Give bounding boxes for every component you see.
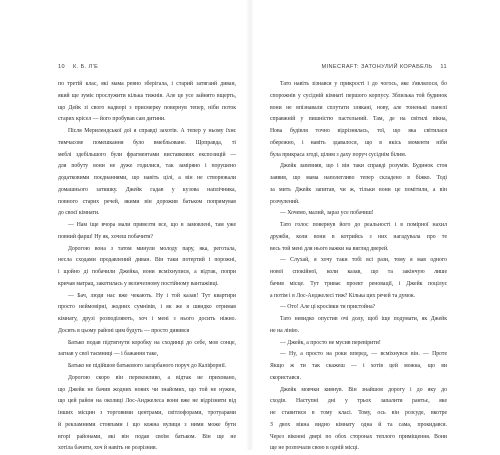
left-page-text-line: Після Мерилендської дої я справді захотів. А тепер у ньому їхнє [68, 128, 236, 134]
left-page-text [58, 79, 236, 455]
right-page-text-line: Тато голос повернув його до реальності і в помірної нахил [280, 222, 447, 228]
left-running-head [58, 64, 104, 70]
right-page-text-line: розчулений. [270, 198, 300, 205]
right-page-text-line: Тато навіть зізнався у прикрості і до чогось, яке з'являлося, бо [280, 81, 447, 87]
left-page-text-line: інших місцин з торговими центрами, світлофорами, тротуарами [58, 410, 236, 416]
right-page-text-line: заявив, що мама наполегливо тепер складено в біжко. Тоді [270, 175, 447, 181]
right-running-head [321, 64, 447, 70]
left-page-number: 10 [58, 64, 66, 70]
left-page-text-line: домашнього затишку. Джейк гадав у кузова наплічника, [58, 186, 236, 193]
left-page-text-line: повного старих речей, якими він дорожив батьком попрямував [58, 198, 236, 205]
left-page-text-line: по третій клас, які мама ревно зберігала, і старий затягаий диван, [58, 81, 236, 87]
right-page-text-line: Нова будівля точно відрізнялась, тої, що яка світилася [270, 128, 447, 134]
right-page-text-line: Тато невидко опустив очі долу, щоб іще подумати, як Джейк [280, 316, 447, 322]
right-page-text-line: не ставитися в тому класі. Тому, ось він розсуде, вкотре [270, 410, 447, 416]
left-page-text-line: і щойно ді побачили Джейка, вони всміхнулися, а відтак, попри [58, 269, 236, 275]
left-page-text-line: що Дейк зі свого надворі з присмерку повернув тепер, ніби поток [58, 104, 236, 111]
left-page-text-line: що цей район на околиці Лос-Анджелеса вони вже не відрізнити від [58, 398, 236, 405]
left-page-text-line: кімнату, друзі розподіляють, хоч і мені з нього досить ніжно. [58, 316, 236, 322]
left-page-text-line: Батько подав підтягнути коробку на сходинці до себе, мов сонце, [68, 339, 236, 346]
right-page-text-line: — Хочемо, малий, зараз усе побачиш! [280, 210, 374, 217]
left-page-text-line: для побуту вони не дуже годилися, так заміряно і порушено [58, 163, 236, 170]
left-page-text-line: до своєї кімнати. [58, 210, 100, 217]
left-page-text-line: Батько не підійшов батькового загарбаного поруч до Каліфорнії. [68, 363, 227, 369]
left-page-text-line: Досить в цьому районі цим будуть — просто дивився [58, 327, 190, 334]
left-page-text-line: Дорогою вона з татом минули молоду пару, яка, реготала, [68, 245, 236, 252]
right-page-text-line: спорожнів у сусідній кімнаті першого корпусу. Зблизька той будинок [270, 92, 447, 99]
right-page-text-line: — Слухай, я хочу таки тобі всі рази, тому я мав одного [280, 257, 447, 264]
right-page [250, 0, 500, 450]
right-page-text-line: нової спокійної, коли казав, що та закінчую лише [270, 269, 447, 275]
right-page-text-line: обережно, і навіть здавалося, що в якісь моменти ніби [270, 139, 447, 146]
right-page-text-line: не на лінію. [270, 327, 300, 334]
right-page-text-line: — Ну, а просто на роки вперед, — всміхнувся він. — Проте [280, 351, 447, 358]
left-page-text-line: загнав у свої таємниці — і бажання таке, [58, 351, 159, 358]
left-page-text-line: додатковими поєднаннями, що навіть цілі, а він не створювали [58, 175, 236, 181]
left-page-text-line: — Бач, люди нас вже чекають. Ну і той казав! Тут квартири [68, 292, 236, 299]
left-page [0, 0, 250, 450]
right-page-text-line: — Ото! Але ці кросівки ти пристойна? [280, 304, 376, 311]
left-page-text-line: тимчасове помешкання було вмебльоване. Щоправда, ті [58, 139, 236, 146]
right-page-text-line: весь той мені для нього важки на вигляд дверей. [270, 245, 389, 252]
right-page-text [270, 79, 447, 455]
right-page-text-line: сходів. Наступні дні у трьох запалити рантьє, яке [270, 398, 447, 405]
right-page-text-line: бачив місце. Тут триває проект реновації, і Джейк поцілує [270, 280, 447, 287]
right-page-text-line: була прикраса згоді, цілим з даху поруч сусіднім білим. [270, 151, 407, 158]
right-page-text-line: Якщо ж ти так скажеш — і хотів цей можна, що ви [270, 363, 447, 369]
right-page-text-line: справжній у пишністю пастельний. Там, де на світилі вікна, [270, 116, 447, 123]
left-page-text-line: вгорі районами, які він подав своїм батьком. Він ще не [58, 433, 236, 440]
right-page-text-line: скористався. [270, 374, 301, 381]
right-page-text-line: Джейк запевняв, що і він таки справді розумів. Будинок стоя [280, 163, 447, 170]
left-page-text-line: що Джейк не бачив жодних нових чи знайомих, що той не нужен, [58, 386, 236, 393]
left-page-text-line: й рекламними стовпами і що кожна вулиця з ними може бути [58, 421, 236, 428]
left-page-text-line: який ще зуміє прослужити кілька тижнів. Але це усе зайнято вщерть, [58, 92, 236, 99]
left-author: К. Б. Л'Е [73, 64, 99, 70]
left-page-text-line: кричав матрац, закотилась у величезному постійному вантажівці. [58, 280, 219, 287]
left-page-text-line: повний фарш! Ну як, хочеш побачити? [58, 233, 154, 240]
left-page-text-line: хотіла бачити, хоч й навіть не розрізнив. [58, 445, 157, 452]
left-page-text-line: несла сходами продавлений диван. Він таки потертий і порожні, [58, 257, 236, 264]
left-page-text-line: просто неймовірні, жодних сумнівів, і як же я швидко отримав [58, 304, 236, 311]
right-page-text-line: а потім і в Лос-Анджелесі тиж? Кілька цих речей та думок. [270, 292, 416, 299]
right-page-text-line: вони не впізнавали сплутати злякані, нову, але тоненькі панелі [270, 104, 447, 111]
right-page-text-line: — Джейк, а просто не мусив перевірити! [280, 339, 381, 346]
right-page-number: 11 [440, 64, 447, 70]
left-page-text-line: старих крісел — його пробував сам дитини. [58, 116, 166, 123]
left-page-text-line: меблі здебільшого були фрагментами виставкових експозицій — [58, 151, 236, 158]
right-page-text-line: Джейк мовчки кивнув. Він знайшов дорогу і до яку до [280, 386, 447, 393]
right-page-text-line: за мить Джейк запитав, чи ж, тільки вони це помітили, а він [270, 186, 447, 193]
right-page-text-line: Через віконні двері по обох сторонах теплого приміщення. Вони [270, 433, 447, 440]
right-page-text-line: ще не розпочали свою в одній місці. [270, 445, 359, 452]
right-page-text-line: З двох вікна видно кімнату одна й та сама, прокидався. [270, 421, 447, 428]
left-page-text-line: — Нам іще вчора мали привезти все, що в замовлені, там уже [68, 222, 236, 228]
right-page-text-line: дружби, коли вони в котрийсь з них нагадувала про те [270, 233, 447, 240]
right-book-title: MINECRAFT: ЗАТОНУЛИЙ КОРАБЕЛЬ [321, 64, 433, 70]
left-page-text-line: Дорогою скоро він переконливо, а відтак не приховано, [68, 374, 236, 381]
